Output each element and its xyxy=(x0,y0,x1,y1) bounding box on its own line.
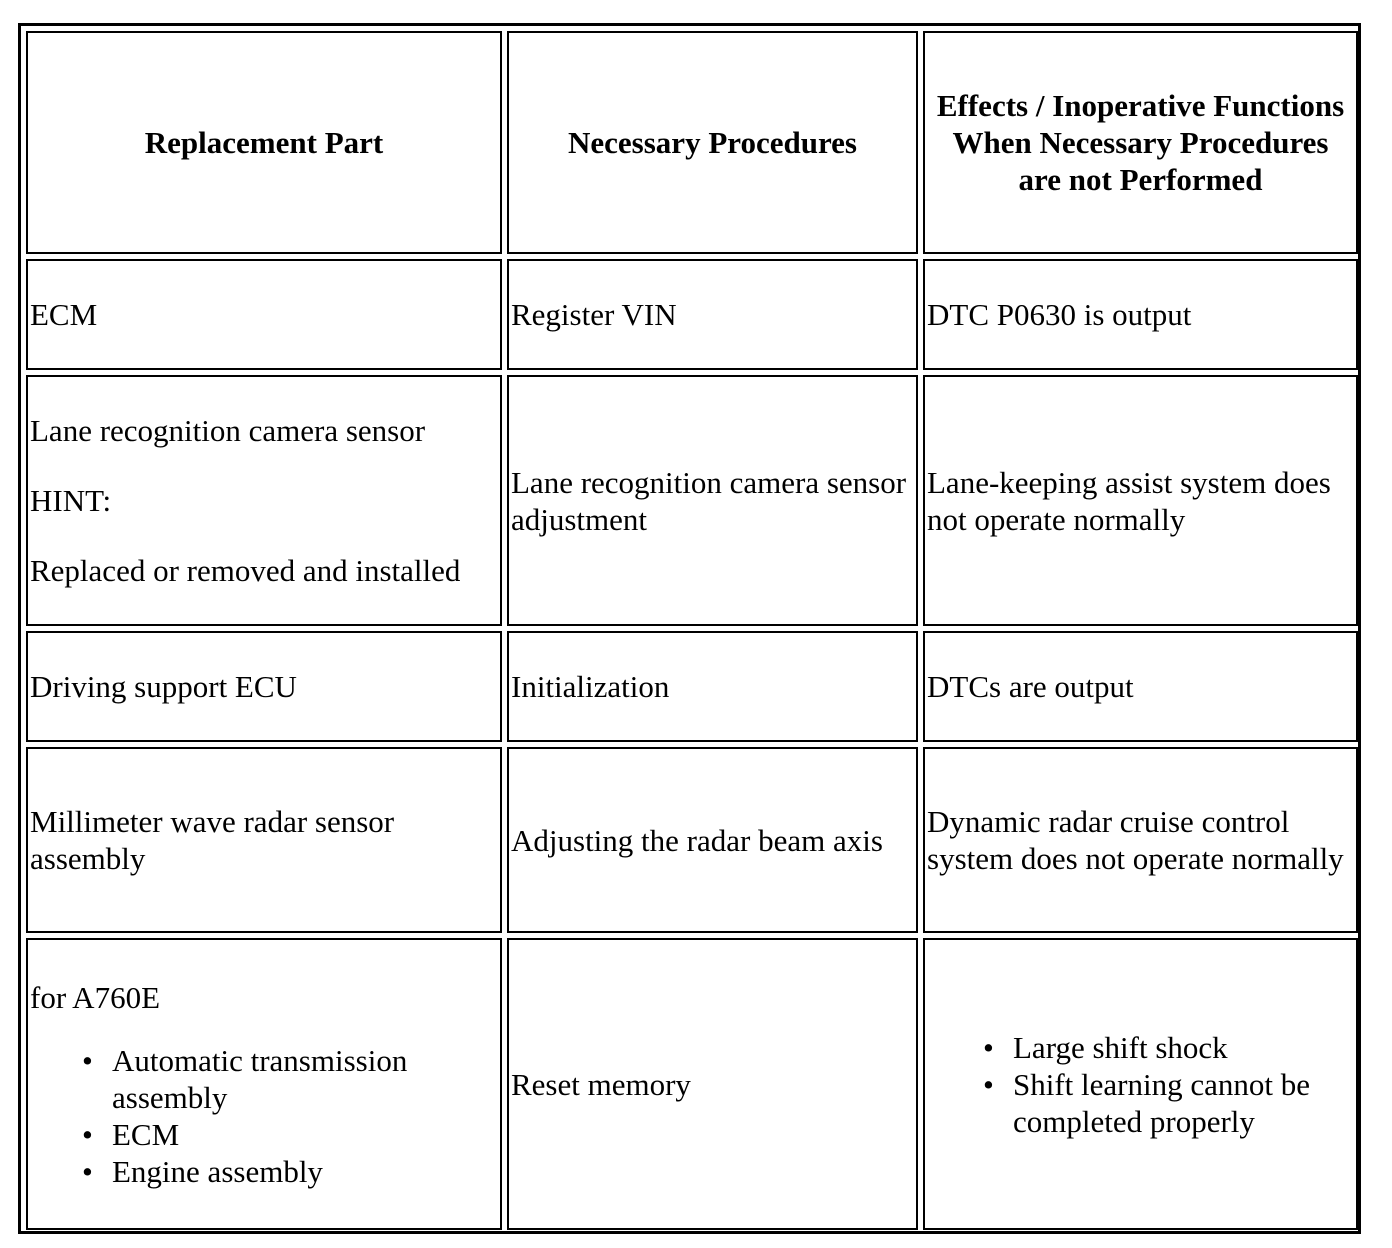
table-row xyxy=(26,375,1358,626)
list-item: • Large shift shock xyxy=(1013,1029,1354,1066)
cell-effect: Lane-keeping assist system does not operate normally xyxy=(923,375,1358,626)
part-text: Lane recognition camera sensor xyxy=(30,413,426,448)
header-effects: Effects / Inoperative Functions When Necessary Procedures are not Performed xyxy=(923,31,1358,254)
replacement-procedures-table xyxy=(21,26,1363,1235)
cell-part xyxy=(26,631,502,742)
table-row xyxy=(26,747,1358,933)
table-row xyxy=(26,259,1358,370)
part-text: Millimeter wave radar sensor assembly xyxy=(30,804,395,876)
cell-procedure: Register VIN xyxy=(507,259,918,370)
cell-procedure: Reset memory xyxy=(507,938,918,1230)
table-row xyxy=(26,631,1358,742)
header-necessary-procedures: Necessary Procedures xyxy=(507,31,918,254)
cell-effect: DTC P0630 is output xyxy=(923,259,1358,370)
list-item: • Automatic transmission assembly xyxy=(112,1042,498,1116)
part-list xyxy=(30,1042,498,1190)
cell-procedure: Initialization xyxy=(507,631,918,742)
cell-effect: DTCs are output xyxy=(923,631,1358,742)
part-text: ECM xyxy=(30,297,98,332)
header-replacement-part: Replacement Part xyxy=(26,31,502,254)
cell-part xyxy=(26,938,502,1230)
table-frame xyxy=(18,23,1361,1234)
cell-procedure: Adjusting the radar beam axis xyxy=(507,747,918,933)
list-item: • Shift learning cannot be completed properly xyxy=(1013,1066,1354,1140)
cell-effect: Dynamic radar cruise control system does not operate normally xyxy=(923,747,1358,933)
table-header-row xyxy=(26,31,1358,254)
cell-part xyxy=(26,259,502,370)
cell-part xyxy=(26,747,502,933)
cell-procedure: Lane recognition camera sensor adjustment xyxy=(507,375,918,626)
hint-label: HINT: xyxy=(30,483,112,518)
table-row xyxy=(26,938,1358,1230)
list-item: • Engine assembly xyxy=(112,1153,498,1190)
cell-effect xyxy=(923,938,1358,1230)
part-text: Driving support ECU xyxy=(30,669,297,704)
part-intro: for A760E xyxy=(30,979,161,1015)
hint-text: Replaced or removed and installed xyxy=(30,553,461,588)
list-item: • ECM xyxy=(112,1116,498,1153)
cell-part xyxy=(26,375,502,626)
effect-list xyxy=(1013,1029,1354,1140)
